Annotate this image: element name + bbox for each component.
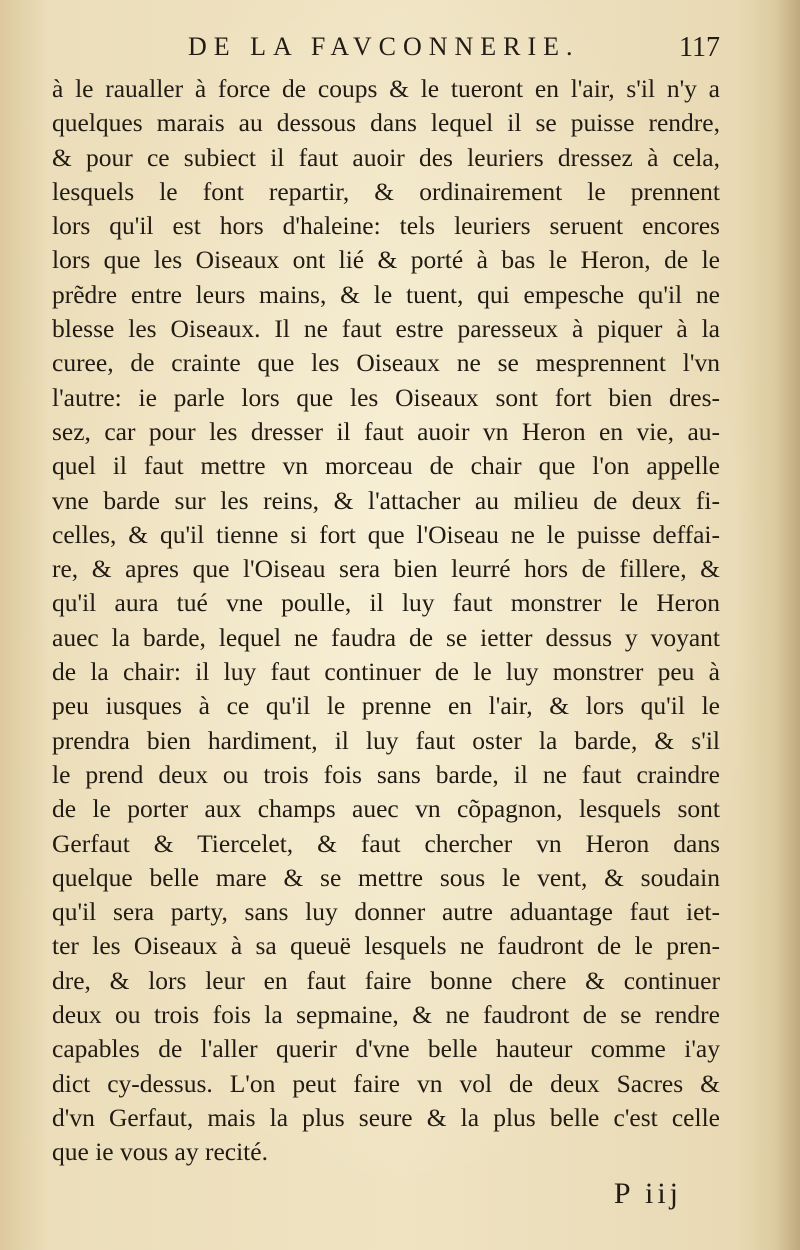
text-line: dict cy-dessus. L'on peut faire vn vol de deux Sacres & [52,1068,720,1098]
text-line: auec la barde, lequel ne faudra de se ietter dessus y voyant [52,622,720,652]
text-line: celles, & qu'il tienne si fort que l'Oiseau ne le puisse deffai- [52,519,720,549]
text-line: lors que les Oiseaux ont lié & porté à bas le Heron, de le [52,245,720,275]
text-line: & pour ce subiect il faut auoir des leuriers dressez à cela, [52,142,720,172]
text-line: qu'il sera party, sans luy donner autre aduantage faut iet- [52,897,720,927]
text-line: Gerfaut & Tiercelet, & faut chercher vn Heron dans [52,828,720,858]
text-line: deux ou trois fois la sepmaine, & ne faudront de se rendre [52,1000,720,1030]
text-line: d'vn Gerfaut, mais la plus seure & la plus belle c'est celle [52,1102,720,1132]
text-line: quel il faut mettre vn morceau de chair que l'on appelle [52,451,720,481]
text-line: prẽdre entre leurs mains, & le tuent, qui empesche qu'il ne [52,279,720,309]
text-line: peu iusques à ce qu'il le prenne en l'air, & lors qu'il le [52,691,720,721]
text-line: le prend deux ou trois fois sans barde, il ne faut craindre [52,759,720,789]
text-line: lors qu'il est hors d'haleine: tels leuriers seruent encores [52,211,720,241]
text-line: curee, de crainte que les Oiseaux ne se mesprennent l'vn [52,348,720,378]
text-line: vne barde sur les reins, & l'attacher au milieu de deux fi- [52,485,720,515]
signature-mark: P iij [613,1177,682,1210]
text-line: de la chair: il luy faut continuer de le luy monstrer peu à [52,657,720,687]
text-line: quelque belle mare & se mettre sous le vent, & soudain [52,862,720,892]
body-text [52,72,720,1170]
page-header [60,28,720,72]
text-line: l'autre: ie parle lors que les Oiseaux sont fort bien dres- [52,382,720,412]
text-line: de le porter aux champs auec vn cõpagnon, lesquels sont [52,794,720,824]
text-line: ter les Oiseaux à sa queuë lesquels ne faudront de le pren- [52,931,720,961]
text-line: prendra bien hardiment, il luy faut oster la barde, & s'il [52,725,720,755]
text-line: dre, & lors leur en faut faire bonne chere & continuer [52,965,720,995]
page-number: 117 [679,32,720,63]
text-line: quelques marais au dessous dans lequel il se puisse rendre, [52,108,720,138]
text-line: sez, car pour les dresser il faut auoir vn Heron en vie, au- [52,416,720,446]
page-edge-shadow [774,0,800,1250]
text-line: qu'il aura tué vne poulle, il luy faut monstrer le Heron [52,588,720,618]
text-line-final: que ie vous ay recité. [52,1137,268,1167]
text-line: lesquels le font repartir, & ordinairement le prennent [52,176,720,206]
running-title: DE LA FAVCONNERIE. [188,32,580,61]
text-line: à le raualler à force de coups & le tueront en l'air, s'il n'y a [52,74,720,103]
text-line: blesse les Oiseaux. Il ne faut estre paresseux à piquer à la [52,314,720,344]
text-line: capables de l'aller querir d'vne belle hauteur comme i'ay [52,1034,720,1064]
text-line: re, & apres que l'Oiseau sera bien leurré hors de fillere, & [52,554,720,584]
